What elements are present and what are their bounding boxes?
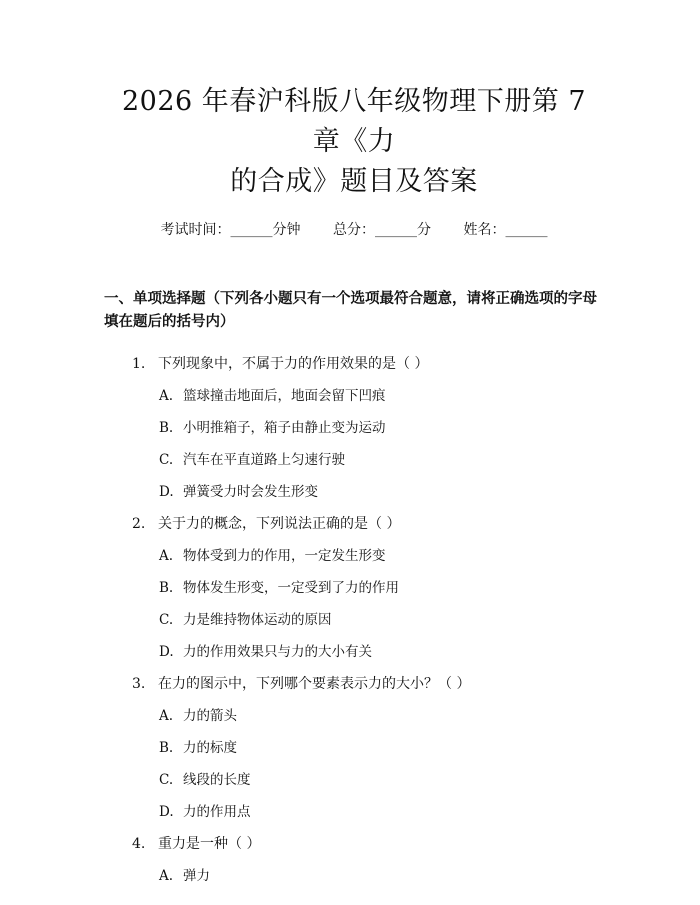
exam-time: 考试时间：______分钟 xyxy=(160,222,301,238)
option-letter: A. xyxy=(159,388,174,404)
question-stem xyxy=(104,834,604,866)
option-text: 力的标度 xyxy=(183,740,237,756)
option xyxy=(159,450,604,482)
section-heading: 一、单项选择题（下列各小题只有一个选项最符合题意，请将正确选项的字母填在题后的括号内） xyxy=(104,291,597,330)
option-letter: D. xyxy=(159,804,174,820)
option xyxy=(159,770,604,802)
option-text: 小明推箱子，箱子由静止变为运动 xyxy=(183,420,386,436)
question-number: 3. xyxy=(132,676,146,692)
option-letter: B. xyxy=(159,580,174,596)
question xyxy=(104,674,604,834)
option-text: 线段的长度 xyxy=(183,772,251,788)
option xyxy=(159,642,604,674)
exam-name: 姓名：______ xyxy=(463,222,548,238)
question xyxy=(104,834,604,898)
option-list xyxy=(104,866,604,898)
question-text: 关于力的概念，下列说法正确的是（ ） xyxy=(158,516,401,532)
option-letter: A. xyxy=(159,868,174,884)
question xyxy=(104,514,604,674)
option xyxy=(159,610,604,642)
option-text: 弹力 xyxy=(183,868,210,884)
option-text: 力是维持物体运动的原因 xyxy=(183,612,332,628)
option-text: 力的作用点 xyxy=(183,804,251,820)
question-stem xyxy=(104,514,604,546)
option-text: 弹簧受力时会发生形变 xyxy=(183,484,318,500)
option-text: 篮球撞击地面后，地面会留下凹痕 xyxy=(183,388,386,404)
option xyxy=(159,546,604,578)
option-letter: C. xyxy=(159,612,174,628)
option-letter: A. xyxy=(159,548,174,564)
document-title xyxy=(104,0,604,202)
question-number: 4. xyxy=(132,836,146,852)
option-letter: B. xyxy=(159,740,174,756)
option-list xyxy=(104,386,604,514)
option-text: 力的箭头 xyxy=(183,708,237,724)
option xyxy=(159,386,604,418)
question-stem xyxy=(104,674,604,706)
question-text: 重力是一种（ ） xyxy=(158,836,261,852)
option-letter: D. xyxy=(159,644,174,660)
option-text: 物体发生形变，一定受到了力的作用 xyxy=(183,580,399,596)
question-text: 在力的图示中，下列哪个要素表示力的大小？（ ） xyxy=(158,676,471,692)
option-text: 物体受到力的作用，一定发生形变 xyxy=(183,548,386,564)
exam-score: 总分：______分 xyxy=(333,222,431,238)
option-letter: A. xyxy=(159,708,174,724)
question-text: 下列现象中，不属于力的作用效果的是（ ） xyxy=(158,356,429,372)
option xyxy=(159,706,604,738)
exam-info xyxy=(104,220,604,240)
option xyxy=(159,418,604,450)
option-list xyxy=(104,706,604,834)
option-letter: C. xyxy=(159,452,174,468)
title-line-2: 的合成》题目及答案 xyxy=(230,166,478,197)
question-stem xyxy=(104,354,604,386)
option xyxy=(159,802,604,834)
option-list xyxy=(104,546,604,674)
question-number: 1. xyxy=(132,356,146,372)
question-number: 2. xyxy=(132,516,146,532)
question xyxy=(104,354,604,514)
option-text: 汽车在平直道路上匀速行驶 xyxy=(183,452,345,468)
option xyxy=(159,866,604,898)
option xyxy=(159,738,604,770)
option-letter: D. xyxy=(159,484,174,500)
option-text: 力的作用效果只与力的大小有关 xyxy=(183,644,372,660)
question-list xyxy=(104,354,604,898)
option-letter: B. xyxy=(159,420,174,436)
option-letter: C. xyxy=(159,772,174,788)
option xyxy=(159,482,604,514)
title-line-1: 2026 年春沪科版八年级物理下册第 7 章《力 xyxy=(121,86,587,157)
option xyxy=(159,578,604,610)
